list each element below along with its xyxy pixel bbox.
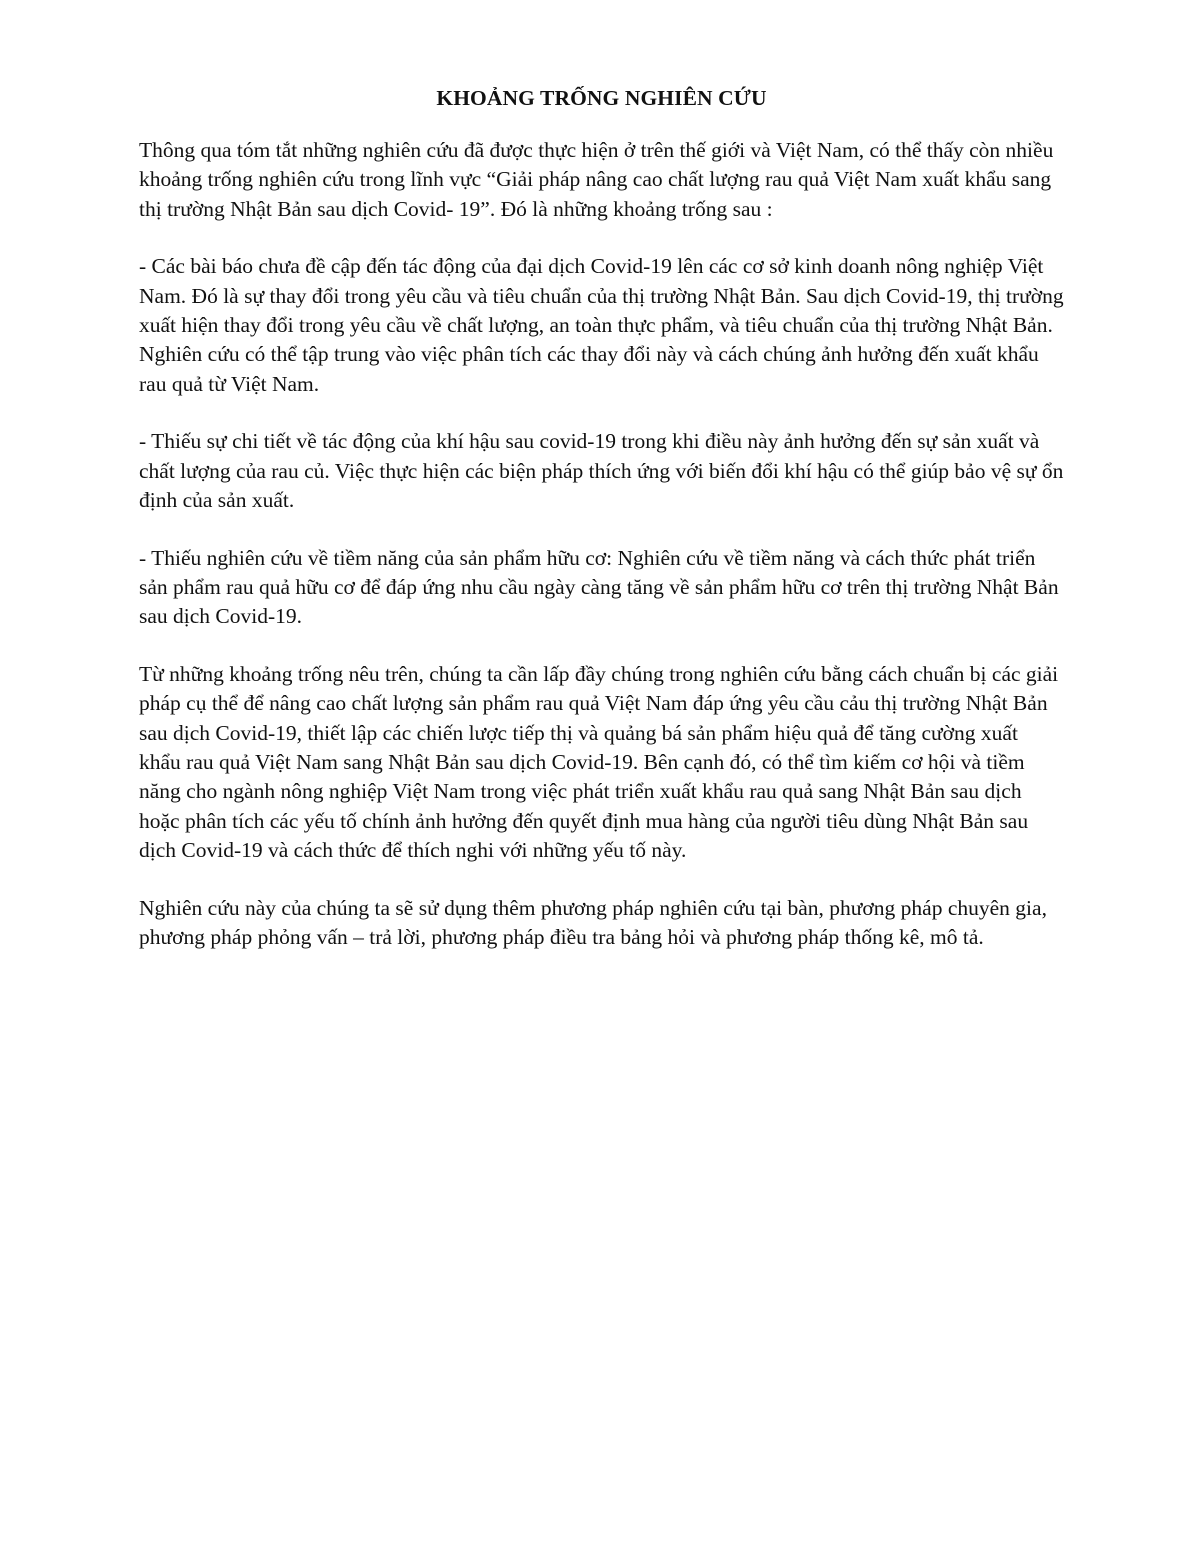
document-title: KHOẢNG TRỐNG NGHIÊN CỨU	[436, 86, 767, 110]
paragraph-solutions: Từ những khoảng trống nêu trên, chúng ta cần lấp đầy chúng trong nghiên cứu bằng cách chuẩn bị các giải pháp cụ thể để nâng cao chất lượng sản phẩm rau quả Việt Nam đáp ứng yêu cầu cảu thị trường Nhật Bản sau dịch Covid-19, thiết lập các chiến lược tiếp thị và quảng bá sản phẩm hiệu quả để tăng cường xuất khẩu rau quả Việt Nam sang Nhật Bản sau dịch Covid-19. Bên cạnh đó, có thể tìm kiếm cơ hội và tiềm năng cho ngành nông nghiệp Việt Nam trong việc phát triển xuất khẩu rau quả sang Nhật Bản sau dịch hoặc phân tích các yếu tố chính ảnh hưởng đến quyết định mua hàng của người tiêu dùng Nhật Bản sau dịch Covid-19 và cách thức để thích nghi với những yếu tố này.	[139, 662, 1059, 862]
paragraph-gap-covid-impact: - Các bài báo chưa đề cập đến tác động của đại dịch Covid-19 lên các cơ sở kinh doanh nông nghiệp Việt Nam. Đó là sự thay đổi trong yêu cầu và tiêu chuẩn của thị trường Nhật Bản. Sau dịch Covid-19, thị trường xuất hiện thay đổi trong yêu cầu về chất lượng, an toàn thực phẩm, và tiêu chuẩn của thị trường Nhật Bản. Nghiên cứu có thể tập trung vào việc phân tích các thay đổi này và cách chúng ảnh hưởng đến xuất khẩu rau quả từ Việt Nam.	[139, 254, 1064, 396]
paragraph-methods: Nghiên cứu này của chúng ta sẽ sử dụng thêm phương pháp nghiên cứu tại bàn, phương pháp chuyên gia, phương pháp phỏng vấn – trả lời, phương pháp điều tra bảng hỏi và phương pháp thống kê, mô tả.	[139, 895, 1047, 950]
paragraph-gap-climate: - Thiếu sự chi tiết về tác động của khí hậu sau covid-19 trong khi điều này ảnh hưởng đến sự sản xuất và chất lượng của rau củ. Việc thực hiện các biện pháp thích ứng với biến đổi khí hậu có thể giúp bảo vệ sự ổn định của sản xuất.	[139, 429, 1064, 512]
paragraph-gap-organic: - Thiếu nghiên cứu về tiềm năng của sản phẩm hữu cơ: Nghiên cứu về tiềm năng và cách thức phát triển sản phẩm rau quả hữu cơ để đáp ứng nhu cầu ngày càng tăng về sản phẩm hữu cơ trên thị trường Nhật Bản sau dịch Covid-19.	[139, 545, 1059, 629]
document-body	[139, 84, 1064, 981]
paragraph-intro: Thông qua tóm tắt những nghiên cứu đã được thực hiện ở trên thế giới và Việt Nam, có thể thấy còn nhiều khoảng trống nghiên cứu trong lĩnh vực “Giải pháp nâng cao chất lượng rau quả Việt Nam xuất khẩu sang thị trường Nhật Bản sau dịch Covid- 19”. Đó là những khoảng trống sau :	[139, 138, 1054, 221]
